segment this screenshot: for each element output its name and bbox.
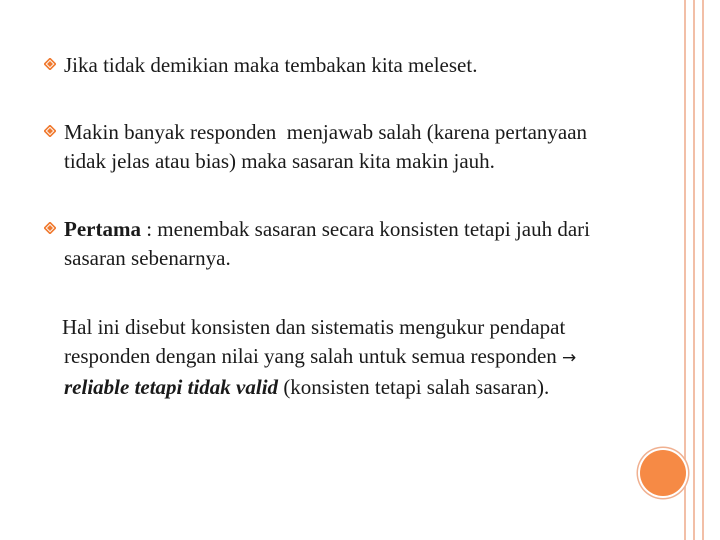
diamond-bullet-icon: [44, 58, 56, 70]
diamond-bullet-icon: [44, 222, 56, 234]
bullet-item-2-line1: Makin banyak responden menjawab salah (karena pertanyaan: [64, 120, 588, 144]
bullet-item-3-line1: : menembak sasaran secara konsisten tetapi jauh dari: [140, 217, 590, 241]
bullet-item-1: [64, 51, 664, 80]
conclusion-emphasis: reliable tetapi tidak valid: [64, 375, 279, 399]
conclusion-line2: responden dengan nilai yang salah untuk semua responden: [64, 344, 563, 368]
bullet-item-2: [64, 118, 674, 176]
bullet-item-3-line2: sasaran sebenarnya.: [64, 246, 231, 270]
bullet-item-3: [64, 215, 674, 273]
decorative-vertical-lines: [682, 0, 706, 540]
bullet-item-2-line2: tidak jelas atau bias) maka sasaran kita makin jauh.: [64, 149, 495, 173]
diamond-bullet-icon: [44, 125, 56, 137]
conclusion-line1: Hal ini disebut konsisten dan sistematis mengukur pendapat: [62, 315, 566, 339]
right-arrow-icon: →: [562, 348, 577, 368]
conclusion-paragraph: [62, 313, 672, 402]
decorative-orange-circle: [640, 450, 686, 496]
bullet-item-3-term: Pertama: [64, 217, 141, 241]
conclusion-line3: (konsisten tetapi salah sasaran).: [278, 375, 550, 399]
bullet-item-1-text: Jika tidak demikian maka tembakan kita meleset.: [64, 53, 478, 77]
